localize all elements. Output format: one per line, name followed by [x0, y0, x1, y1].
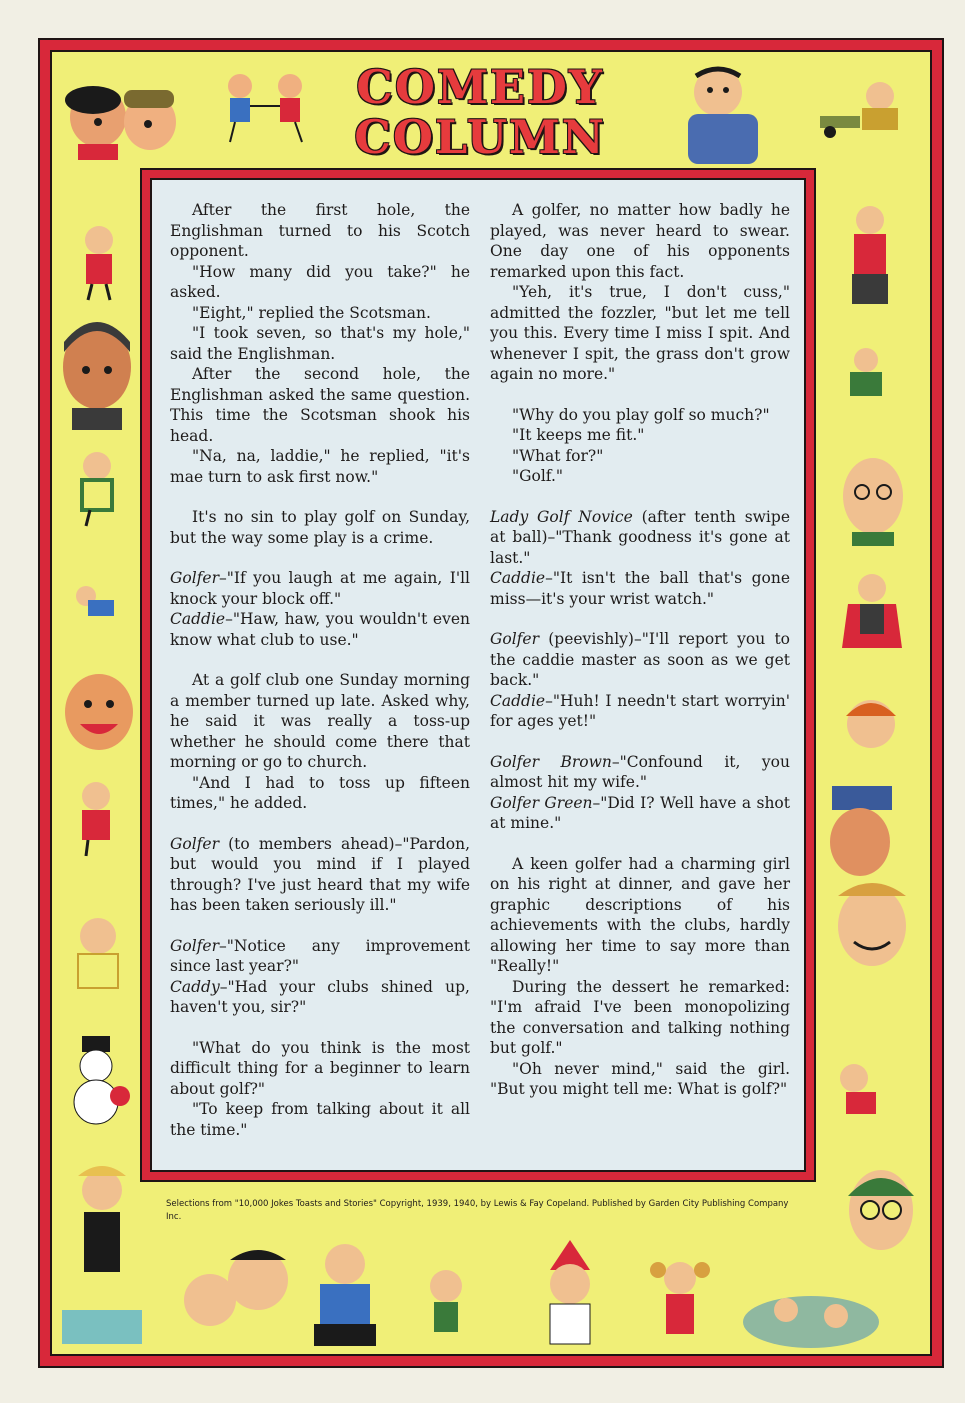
speaker-name: Golfer Green	[490, 793, 593, 812]
speaker-name: Golfer	[170, 834, 219, 853]
joke-paragraph: "And I had to toss up fifteen times," he added.	[170, 773, 470, 812]
speaker-name: Golfer	[490, 630, 539, 648]
right-column	[490, 200, 790, 1100]
joke-paragraph: "It keeps me fit."	[512, 426, 645, 444]
left-column	[170, 200, 470, 1140]
running-boy-cartoon-icon	[824, 1060, 904, 1130]
joke-dialogue	[170, 609, 470, 650]
aviator-cartoon-icon	[52, 312, 142, 432]
joke-paragraph: "What do you think is the most difficult thing for a beginner to learn about golf?"	[170, 1038, 470, 1098]
joke-paragraph: At a golf club one Sunday morning a member turned up late. Asked why, he said it was really a toss-up whether he should come there that morning or go to church.	[170, 671, 470, 771]
sitting-boy-cartoon-icon	[300, 1240, 390, 1350]
goggles-pilot-cartoon-icon	[836, 1160, 926, 1260]
dialogue-line: –"Did I? Well have a shot at mine."	[490, 793, 790, 832]
joke-paragraph: After the first hole, the Englishman turned to his Scotch opponent.	[170, 201, 470, 260]
joke-dialogue	[170, 936, 470, 977]
joke-dialogue	[170, 834, 470, 916]
speaker-name: Caddy	[170, 977, 220, 996]
joke-paragraph: "What for?"	[512, 446, 604, 465]
dialogue-line: –"Notice any improvement since last year?"	[170, 936, 470, 975]
joke-paragraph: "Golf."	[512, 467, 564, 485]
dialogue-line: –"Huh! I needn't start worryin' for ages yet!"	[490, 691, 790, 730]
joke-dialogue	[170, 568, 470, 609]
caped-kid-cartoon-icon	[832, 568, 912, 668]
striped-kid-cartoon-icon	[62, 448, 132, 528]
joke-paragraph: A golfer, no matter how badly he played, was never heard to swear. One day one of his opponents remarked upon this fact.	[490, 201, 790, 281]
joke-paragraph: During the dessert he remarked: "I'm afraid I've been monopolizing the conversation and talking nothing but golf."	[490, 977, 790, 1057]
joke-paragraph: "Eight," replied the Scotsman.	[192, 303, 431, 322]
redhead-kid-cartoon-icon	[836, 690, 906, 770]
speaker-name: Caddie	[490, 691, 546, 710]
bathing-girl-cartoon-icon	[52, 1160, 152, 1350]
speaker-name: Golfer	[170, 936, 219, 955]
joke-paragraph: After the second hole, the Englishman asked the same question. This time the Scotsman shook his head.	[170, 365, 470, 445]
joke-paragraph: "Why do you play golf so much?"	[512, 405, 770, 424]
joke-paragraph: "I took seven, so that's my hole," said the Englishman.	[170, 324, 470, 363]
golfer-cartoon-icon	[800, 76, 920, 146]
sitting-kid-cartoon-icon	[58, 912, 138, 1002]
man-at-desk-cartoon-icon	[660, 62, 780, 172]
dancing-kids-cartoon-icon	[210, 66, 320, 146]
snowman-cartoon-icon	[56, 1036, 136, 1126]
speaker-name: Caddie	[490, 569, 546, 587]
crawling-kid-cartoon-icon	[826, 344, 906, 414]
speaker-name: Caddie	[170, 610, 226, 628]
joke-dialogue	[490, 752, 790, 793]
title-line-1: COMEDY	[356, 60, 604, 114]
joke-dialogue	[490, 568, 790, 609]
elf-cartoon-icon	[406, 1256, 486, 1356]
joke-paragraph: "Oh never mind," said the girl. "But you might tell me: What is golf?"	[490, 1059, 790, 1098]
dialogue-line: –"It isn't the ball that's gone miss—it's your wrist watch."	[490, 569, 790, 608]
tumbling-kids-cartoon-icon	[736, 1276, 886, 1356]
dialogue-line: (to members ahead)–"Pardon, but would you mind if I played through? I've just heard that my wife has been taken seriously ill."	[170, 834, 470, 914]
page-title	[330, 62, 630, 172]
copyright-credit: Selections from "10,000 Jokes Toasts and Stories" Copyright, 1939, 1940, by Lewis & Fay Copeland. Published by Garden City Publishing Company Inc.	[166, 1199, 789, 1222]
joke-paragraph: "To keep from talking about it all the time."	[170, 1100, 470, 1139]
dialogue-line: –"Confound it, you almost hit my wife."	[490, 752, 790, 791]
kid-cartoon-icon	[64, 222, 134, 302]
joke-dialogue	[490, 507, 790, 569]
speaker-name: Golfer Brown	[490, 752, 612, 771]
joke-paragraph: "Na, na, laddie," he replied, "it's mae turn to ask first now."	[170, 447, 470, 486]
dialogue-line: (after tenth swipe at ball)–"Thank goodness it's gone at last."	[490, 507, 790, 567]
dialogue-line: –"Had your clubs shined up, haven't you, sir?"	[170, 977, 470, 1016]
pigtail-girl-cartoon-icon	[640, 1254, 720, 1364]
speaker-name: Lady Golf Novice	[490, 507, 633, 526]
dialogue-line: –"If you laugh at me again, I'll knock your block off."	[170, 569, 470, 608]
joke-dialogue	[170, 977, 470, 1018]
sailor-cartoon-icon	[822, 786, 902, 886]
joke-paragraph: It's no sin to play golf on Sunday, but the way some play is a crime.	[170, 508, 470, 547]
joke-paragraph: "Yeh, it's true, I don't cuss," admitted the fozzler, "but let me tell you this. Every time I miss I spit. And whenever I spit, the grass don't grow again no more."	[490, 283, 790, 383]
dialogue-line: –"Haw, haw, you wouldn't even know what club to use."	[170, 610, 470, 649]
title-line-2: COLUMN	[354, 110, 606, 164]
two-heads-cartoon-icon	[180, 1230, 290, 1350]
dialogue-line: (peevishly)–"I'll report you to the caddie master as soon as we get back."	[490, 630, 790, 689]
joke-dialogue	[490, 629, 790, 691]
joke-dialogue	[490, 793, 790, 834]
couple-cartoon-icon	[58, 62, 188, 162]
joke-dialogue	[490, 691, 790, 732]
joke-paragraph: "How many did you take?" he asked.	[170, 262, 470, 301]
running-kid-cartoon-icon	[66, 580, 126, 630]
boy-with-glasses-cartoon-icon	[66, 778, 126, 858]
woman-reading-cartoon-icon	[830, 200, 910, 320]
bald-man-cartoon-icon	[828, 448, 918, 548]
joke-paragraph: A keen golfer had a charming girl on his right at dinner, and gave her graphic descriptions of his achievements with the clubs, hardly allowing her time to say more than "Really!"	[490, 854, 790, 975]
laughing-man-cartoon-icon	[54, 662, 144, 762]
speaker-name: Golfer	[170, 569, 219, 587]
smiling-man-cartoon-icon	[822, 876, 922, 986]
clown-cartoon-icon	[520, 1240, 620, 1360]
